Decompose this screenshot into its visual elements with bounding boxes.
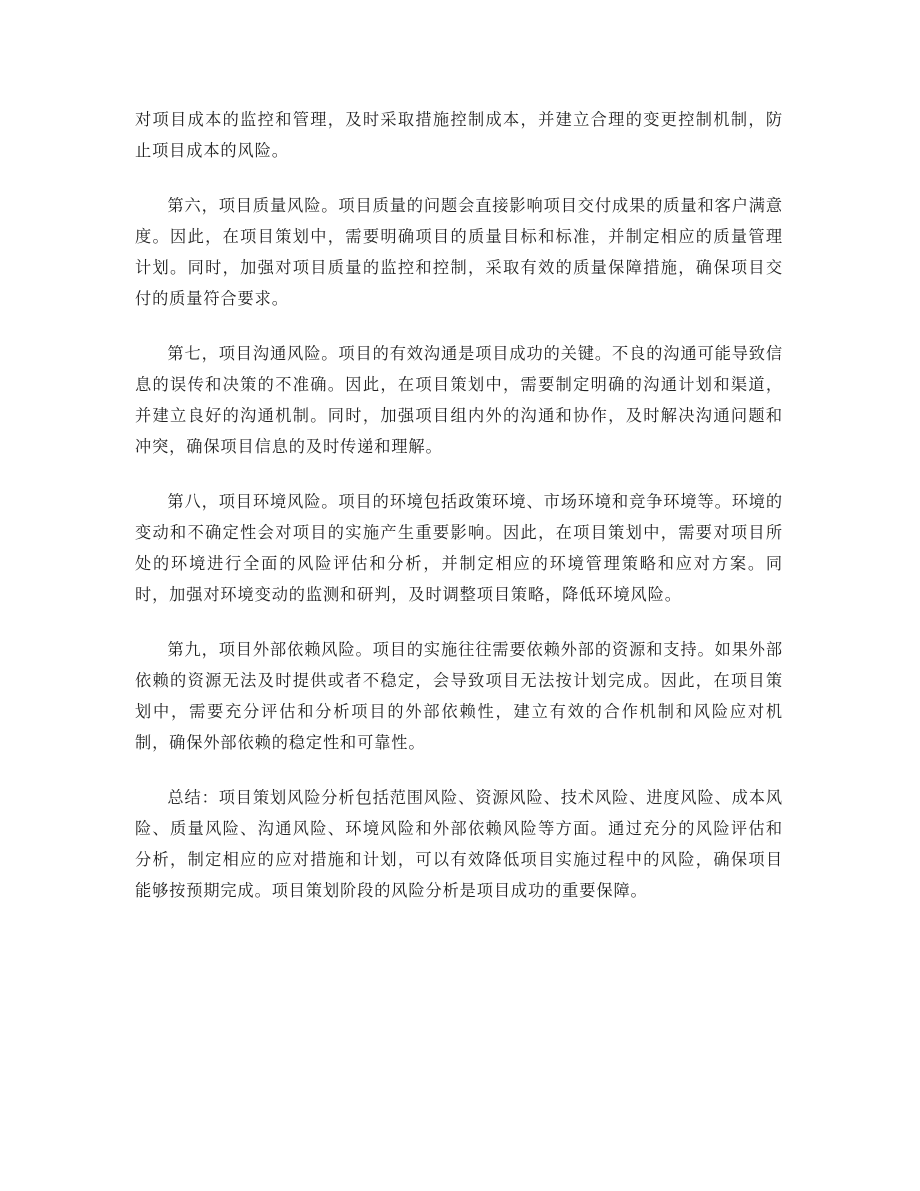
paragraph-cost-risk-continued: 对项目成本的监控和管理，及时采取措施控制成本，并建立合理的变更控制机制，防止项目成本的风险。 bbox=[135, 110, 783, 160]
paragraph-quality-risk: 第六，项目质量风险。项目质量的问题会直接影响项目交付成果的质量和客户满意度。因此，在项目策划中，需要明确项目的质量目标和标准，并制定相应的质量管理计划。同时，加强对项目质量的监控和控制，采取有效的质量保障措施，确保项目交付的质量符合要求。 bbox=[135, 196, 783, 308]
paragraph-summary: 总结：项目策划风险分析包括范围风险、资源风险、技术风险、进度风险、成本风险、质量风险、沟通风险、环境风险和外部依赖风险等方面。通过充分的风险评估和分析，制定相应的应对措施和计划，可以有效降低项目实施过程中的风险，确保项目能够按预期完成。项目策划阶段的风险分析是项目成功的重要保障。 bbox=[135, 788, 783, 900]
paragraph-communication-risk: 第七，项目沟通风险。项目的有效沟通是项目成功的关键。不良的沟通可能导致信息的误传和决策的不准确。因此，在项目策划中，需要制定明确的沟通计划和渠道，并建立良好的沟通机制。同时，加强项目组内外的沟通和协作，及时解决沟通问题和冲突，确保项目信息的及时传递和理解。 bbox=[135, 344, 783, 456]
document-body bbox=[135, 104, 783, 930]
paragraph-external-dependency-risk: 第九，项目外部依赖风险。项目的实施往往需要依赖外部的资源和支持。如果外部依赖的资源无法及时提供或者不稳定，会导致项目无法按计划完成。因此，在项目策划中，需要充分评估和分析项目的外部依赖性，建立有效的合作机制和风险应对机制，确保外部依赖的稳定性和可靠性。 bbox=[135, 640, 783, 752]
paragraph-environment-risk: 第八，项目环境风险。项目的环境包括政策环境、市场环境和竞争环境等。环境的变动和不确定性会对项目的实施产生重要影响。因此，在项目策划中，需要对项目所处的环境进行全面的风险评估和分析，并制定相应的环境管理策略和应对方案。同时，加强对环境变动的监测和研判，及时调整项目策略，降低环境风险。 bbox=[135, 492, 783, 604]
